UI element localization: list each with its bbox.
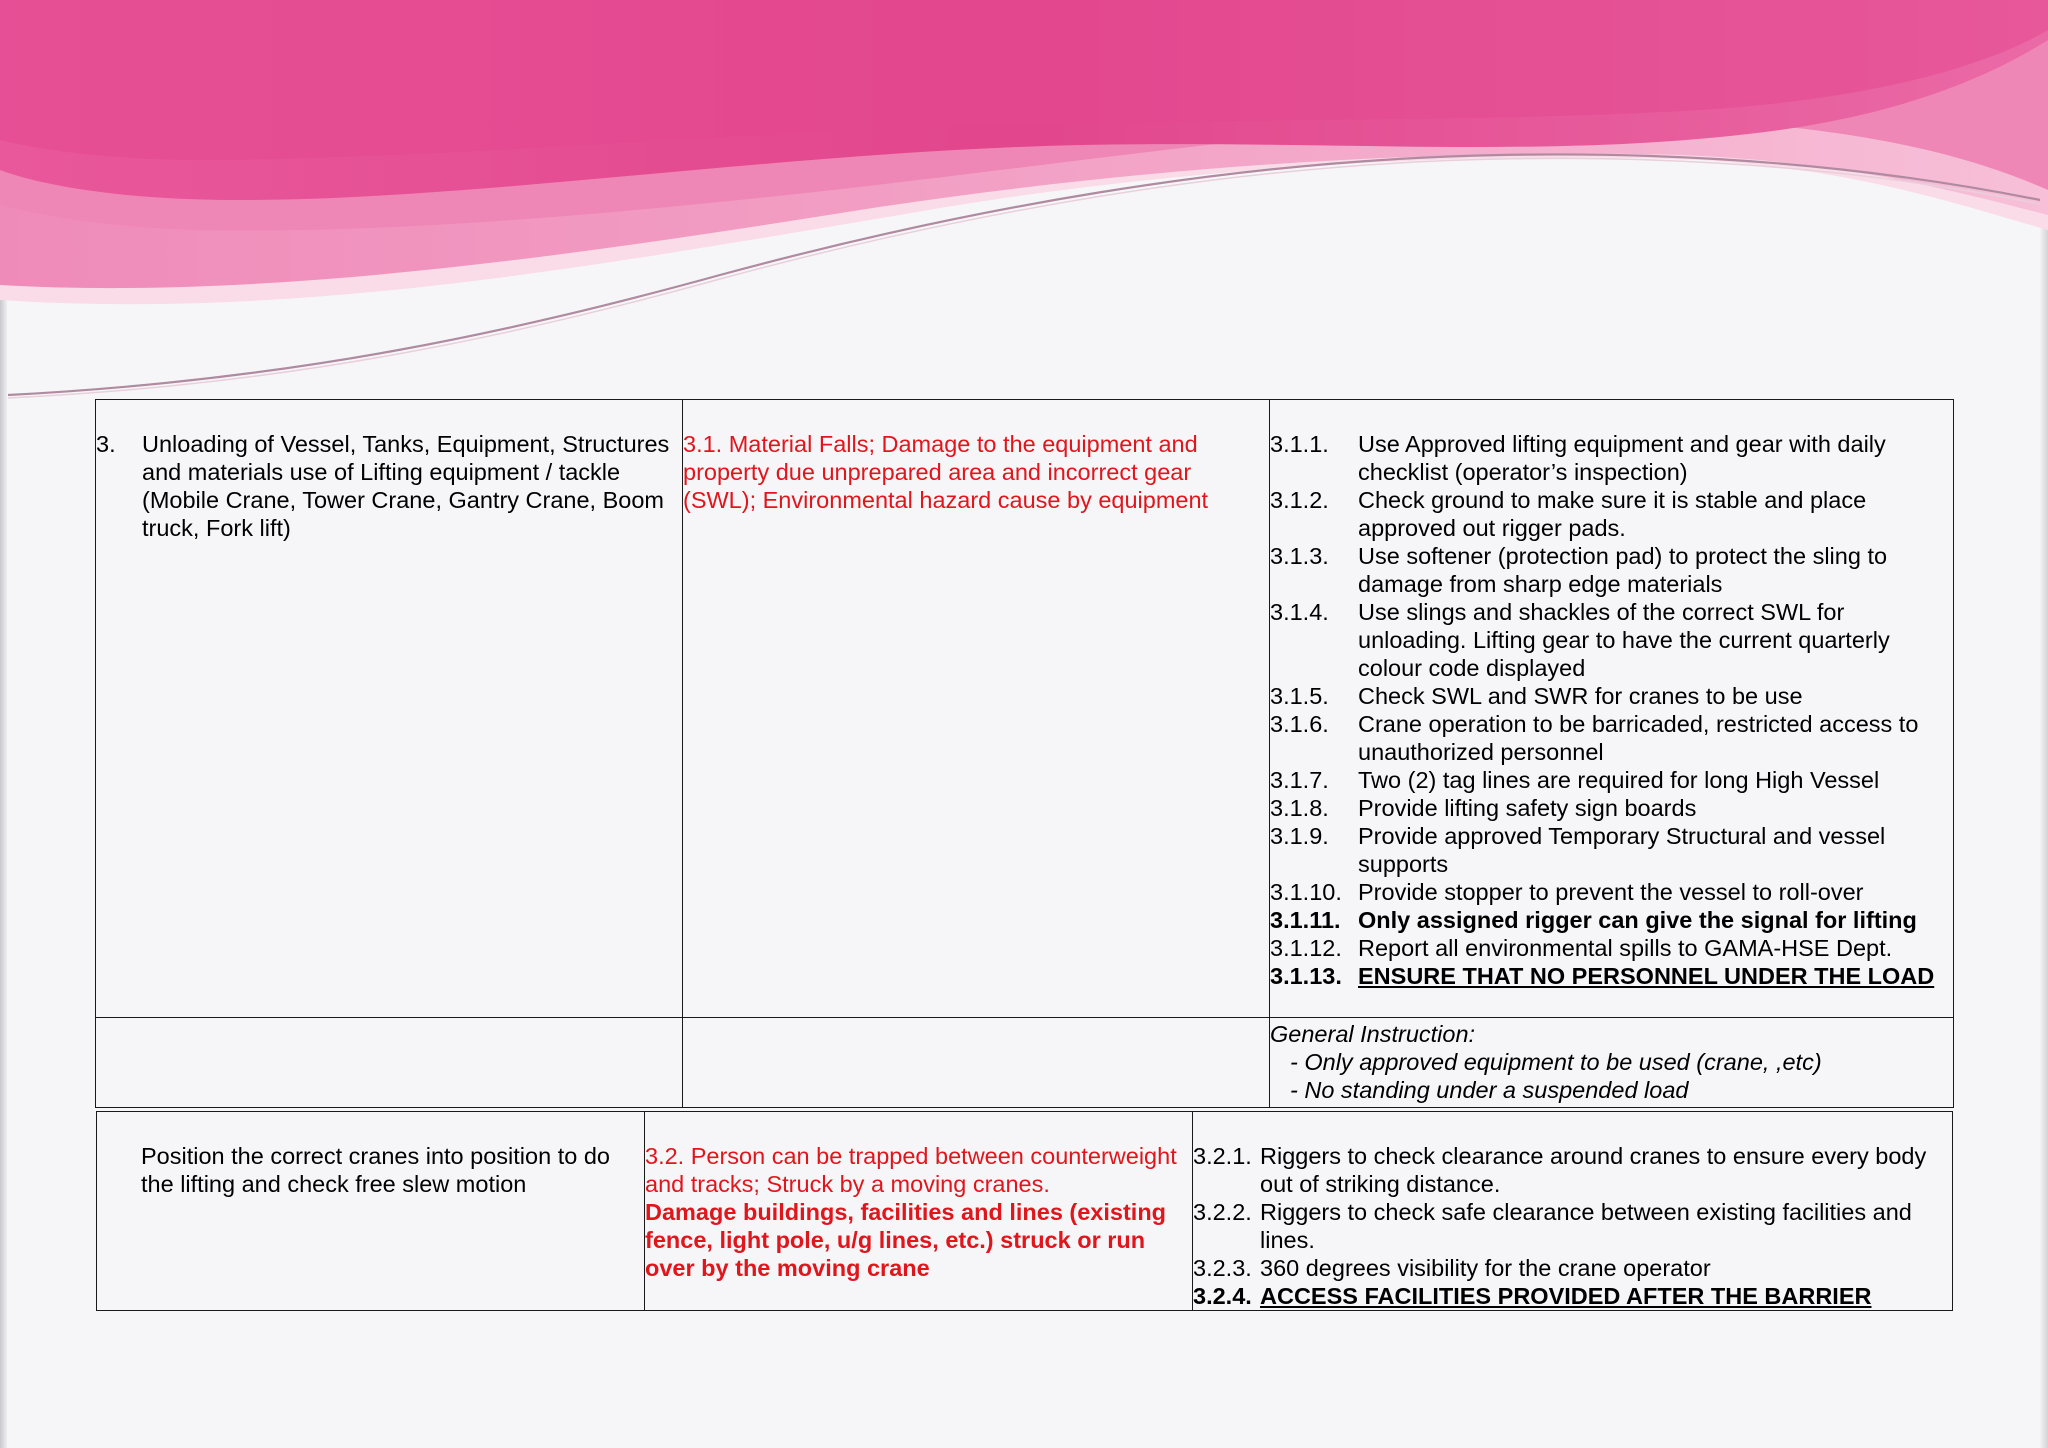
hazard-text-bold: Damage buildings, facilities and lines (existing fence, light pole, u/g lines, etc.) struck or run over by the moving crane bbox=[645, 1199, 1167, 1281]
header-wave-banner bbox=[0, 0, 2048, 410]
control-item bbox=[1270, 430, 1953, 486]
control-item bbox=[1270, 542, 1953, 598]
control-text: ENSURE THAT NO PERSONNEL UNDER THE LOAD bbox=[1358, 963, 1935, 989]
control-text: Riggers to check safe clearance between existing facilities and lines. bbox=[1260, 1199, 1912, 1253]
activity-text: Position the correct cranes into position to do the lifting and check free slew motion bbox=[141, 1143, 610, 1197]
controls-cell bbox=[1270, 400, 1954, 1018]
hazard-cell bbox=[683, 400, 1270, 1018]
controls-list bbox=[1193, 1112, 1952, 1310]
control-text: Check SWL and SWR for cranes to be use bbox=[1358, 683, 1803, 709]
control-number: 3.1.4. bbox=[1270, 599, 1329, 625]
empty-cell bbox=[96, 1018, 683, 1108]
control-text: Provide approved Temporary Structural and vessel supports bbox=[1358, 823, 1886, 877]
control-number: 3.1.3. bbox=[1270, 543, 1329, 569]
control-number: 3.1.5. bbox=[1270, 683, 1329, 709]
control-number: 3.1.6. bbox=[1270, 711, 1329, 737]
table-row bbox=[97, 1112, 1953, 1311]
general-instruction-line: - Only approved equipment to be used (crane, ,etc) bbox=[1290, 1049, 1822, 1075]
general-instruction-title: General Instruction: bbox=[1270, 1021, 1476, 1047]
control-text: Report all environmental spills to GAMA-HSE Dept. bbox=[1358, 935, 1893, 961]
controls-cell bbox=[1193, 1112, 1953, 1311]
control-number: 3.1.8. bbox=[1270, 795, 1329, 821]
table-row bbox=[96, 1018, 1954, 1108]
control-item bbox=[1270, 934, 1953, 962]
control-number: 3.2.4. bbox=[1193, 1283, 1252, 1309]
control-item bbox=[1270, 878, 1953, 906]
control-number: 3.1.1. bbox=[1270, 431, 1329, 457]
control-number: 3.2.2. bbox=[1193, 1199, 1252, 1225]
general-instruction-cell bbox=[1270, 1018, 1954, 1108]
control-item bbox=[1270, 766, 1953, 794]
activity-number: 3. bbox=[96, 431, 116, 457]
control-item bbox=[1270, 962, 1953, 990]
hazard-cell bbox=[645, 1112, 1193, 1311]
control-number: 3.1.9. bbox=[1270, 823, 1329, 849]
control-text: Use slings and shackles of the correct SWL for unloading. Lifting gear to have the current quarterly colour code displayed bbox=[1358, 599, 1890, 681]
control-item bbox=[1270, 486, 1953, 542]
hazard-text: 3.2. Person can be trapped between counterweight and tracks; Struck by a moving cranes. bbox=[645, 1143, 1177, 1197]
activity-cell bbox=[96, 400, 683, 1018]
control-text: Only assigned rigger can give the signal for lifting bbox=[1358, 907, 1917, 933]
control-text: Crane operation to be barricaded, restricted access to unauthorized personnel bbox=[1358, 711, 1919, 765]
control-number: 3.1.7. bbox=[1270, 767, 1329, 793]
control-item bbox=[1193, 1142, 1952, 1198]
control-item bbox=[1193, 1254, 1952, 1282]
control-text: Use Approved lifting equipment and gear with daily checklist (operator’s inspection) bbox=[1358, 431, 1886, 485]
control-text: ACCESS FACILITIES PROVIDED AFTER THE BARRIER bbox=[1260, 1283, 1872, 1309]
control-item bbox=[1193, 1198, 1952, 1254]
activity-text: Unloading of Vessel, Tanks, Equipment, Structures and materials use of Lifting equipment / tackle (Mobile Crane, Tower Crane, Gantry Crane, Boom truck, Fork lift) bbox=[142, 431, 670, 541]
control-number: 3.1.13. bbox=[1270, 963, 1342, 989]
control-number: 3.2.1. bbox=[1193, 1143, 1252, 1169]
control-item bbox=[1270, 682, 1953, 710]
control-text: Two (2) tag lines are required for long High Vessel bbox=[1358, 767, 1880, 793]
control-item bbox=[1270, 794, 1953, 822]
control-number: 3.1.10. bbox=[1270, 879, 1342, 905]
control-text: Provide stopper to prevent the vessel to roll-over bbox=[1358, 879, 1864, 905]
control-number: 3.1.11. bbox=[1270, 907, 1341, 933]
risk-table-3-1 bbox=[95, 399, 1954, 1108]
control-item bbox=[1270, 598, 1953, 682]
control-text: 360 degrees visibility for the crane operator bbox=[1260, 1255, 1711, 1281]
control-text: Check ground to make sure it is stable and place approved out rigger pads. bbox=[1358, 487, 1867, 541]
control-number: 3.1.2. bbox=[1270, 487, 1329, 513]
control-item bbox=[1270, 710, 1953, 766]
table-row bbox=[96, 400, 1954, 1018]
control-text: Riggers to check clearance around cranes to ensure every body out of striking distance. bbox=[1260, 1143, 1927, 1197]
control-item bbox=[1270, 822, 1953, 878]
risk-table-3-2 bbox=[96, 1111, 1953, 1311]
control-number: 3.2.3. bbox=[1193, 1255, 1252, 1281]
control-text: Provide lifting safety sign boards bbox=[1358, 795, 1697, 821]
general-instruction-line: - No standing under a suspended load bbox=[1290, 1077, 1689, 1103]
control-number: 3.1.12. bbox=[1270, 935, 1342, 961]
control-item bbox=[1193, 1282, 1952, 1310]
activity-cell bbox=[97, 1112, 645, 1311]
control-text: Use softener (protection pad) to protect the sling to damage from sharp edge materials bbox=[1358, 543, 1888, 597]
empty-cell bbox=[683, 1018, 1270, 1108]
control-item bbox=[1270, 906, 1953, 934]
hazard-text: 3.1. Material Falls; Damage to the equipment and property due unprepared area and incorrect gear (SWL); Environmental hazard cause by equipment bbox=[683, 431, 1209, 513]
controls-list bbox=[1270, 400, 1953, 990]
